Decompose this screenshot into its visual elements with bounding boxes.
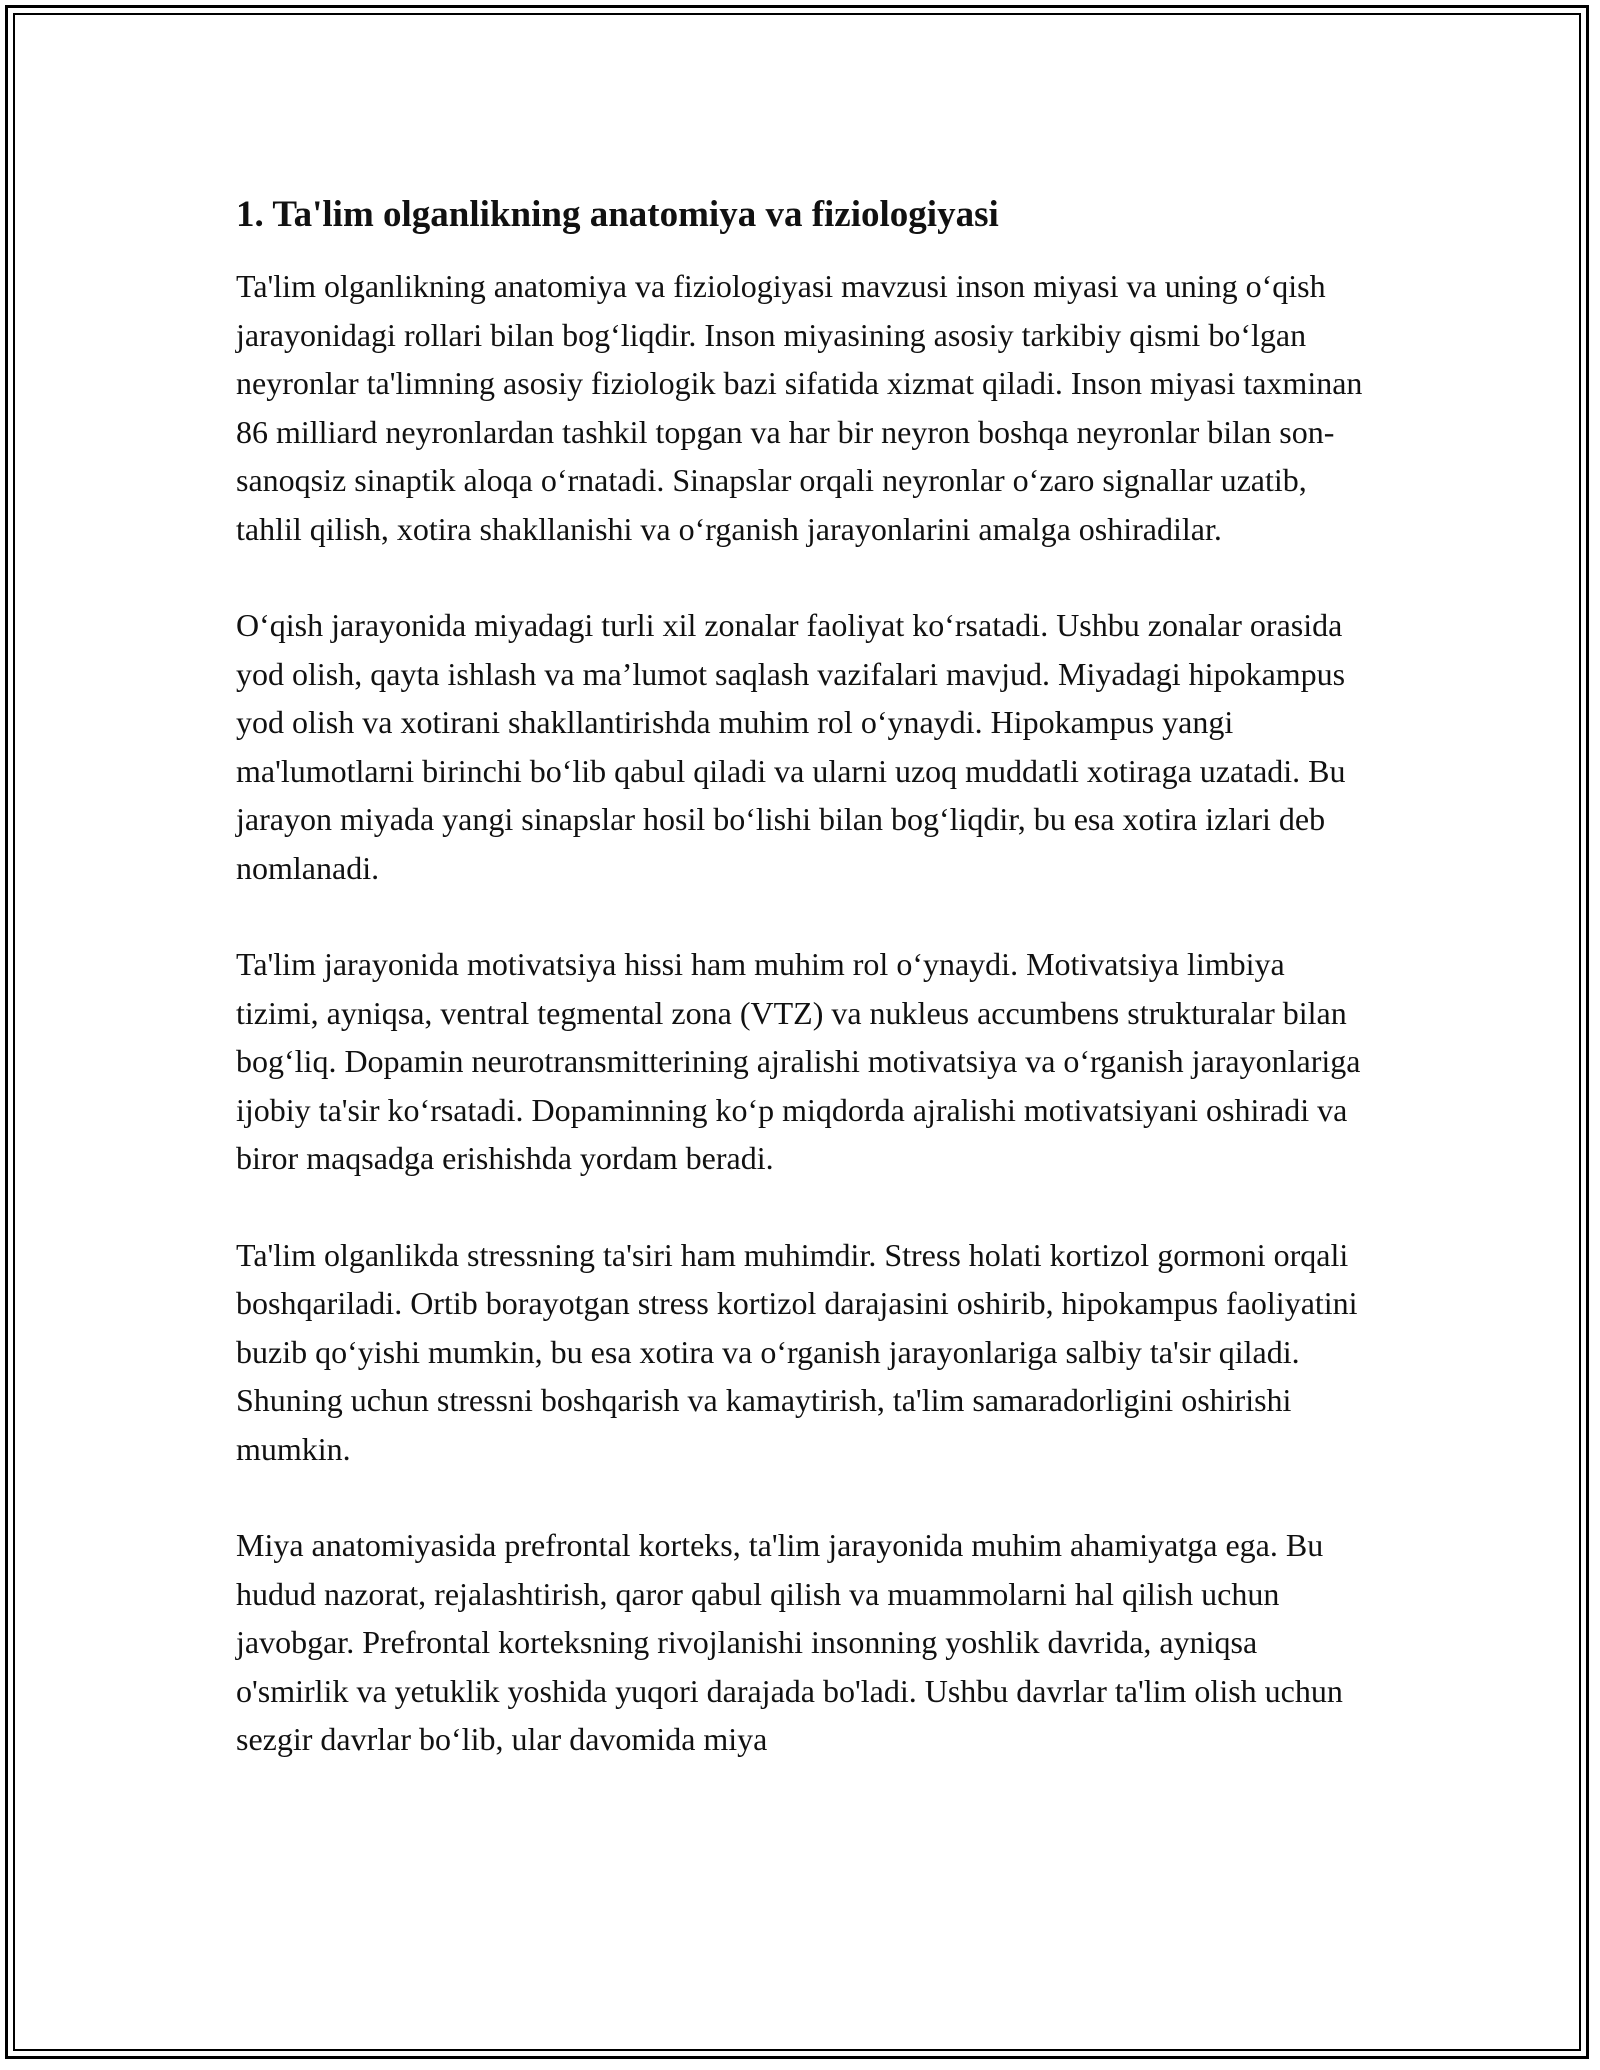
paragraph-1: Ta'lim olganlikning anatomiya va fiziologiyasi mavzusi inson miyasi va uning o‘qish jarayonidagi rollari bilan bog‘liqdir. Inson miyasining asosiy tarkibiy qismi bo‘lgan neyronlar ta'limning asosiy fiziologik bazi sifatida xizmat qiladi. Inson miyasi taxminan 86 milliard neyronlardan tashkil topgan va har bir neyron boshqa neyronlar bilan son-sanoqsiz sinaptik aloqa o‘rnatadi. Sinapslar orqali neyronlar o‘zaro signallar uzatib, tahlil qilish, xotira shakllanishi va o‘rganish jarayonlarini amalga oshiradilar. bbox=[236, 268, 1363, 547]
paragraph-2: O‘qish jarayonida miyadagi turli xil zonalar faoliyat ko‘rsatadi. Ushbu zonalar orasida yod olish, qayta ishlash va ma’lumot saqlash vazifalari mavjud. Miyadagi hipokampus yod olish va xotirani shakllantirishda muhim rol o‘ynaydi. Hipokampus yangi ma'lumotlarni birinchi bo‘lib qabul qiladi va ularni uzoq muddatli xotiraga uzatadi. Bu jarayon miyada yangi sinapslar hosil bo‘lishi bilan bog‘liqdir, bu esa xotira izlari deb nomlanadi. bbox=[236, 607, 1346, 886]
paragraph-5: Miya anatomiyasida prefrontal korteks, ta'lim jarayonida muhim ahamiyatga ega. Bu hudud nazorat, rejalashtirish, qaror qabul qilish va muammolarni hal qilish uchun javobgar. Prefrontal korteksning rivojlanishi insonning yoshlik davrida, ayniqsa o'smirlik va yetuklik yoshida yuqori darajada bo'ladi. Ushbu davrlar ta'lim olish uchun sezgir davrlar bo‘lib, ular davomida miya bbox=[236, 1527, 1343, 1757]
paragraph-4: Ta'lim olganlikda stressning ta'siri ham muhimdir. Stress holati kortizol gormoni orqali boshqariladi. Ortib borayotgan stress kortizol darajasini oshirib, hipokampus faoliyatini buzib qo‘yishi mumkin, bu esa xotira va o‘rganish jarayonlariga salbiy ta'sir qiladi. Shuning uchun stressni boshqarish va kamaytirish, ta'lim samaradorligini oshirishi mumkin. bbox=[236, 1236, 1358, 1467]
section-heading: 1. Ta'lim olganlikning anatomiya va fiziologiyasi bbox=[236, 194, 999, 235]
document-body bbox=[236, 190, 1366, 1764]
paragraph-3: Ta'lim jarayonida motivatsiya hissi ham muhim rol o‘ynaydi. Motivatsiya limbiya tizimi, ayniqsa, ventral tegmental zona (VTZ) va nukleus accumbens strukturalar bilan bog‘liq. Dopamin neurotransmitterining ajralishi motivatsiya va o‘rganish jarayonlariga ijobiy ta'sir ko‘rsatadi. Dopaminning ko‘p miqdorda ajralishi motivatsiyani oshiradi va biror maqsadga erishishda yordam beradi. bbox=[236, 946, 1361, 1176]
